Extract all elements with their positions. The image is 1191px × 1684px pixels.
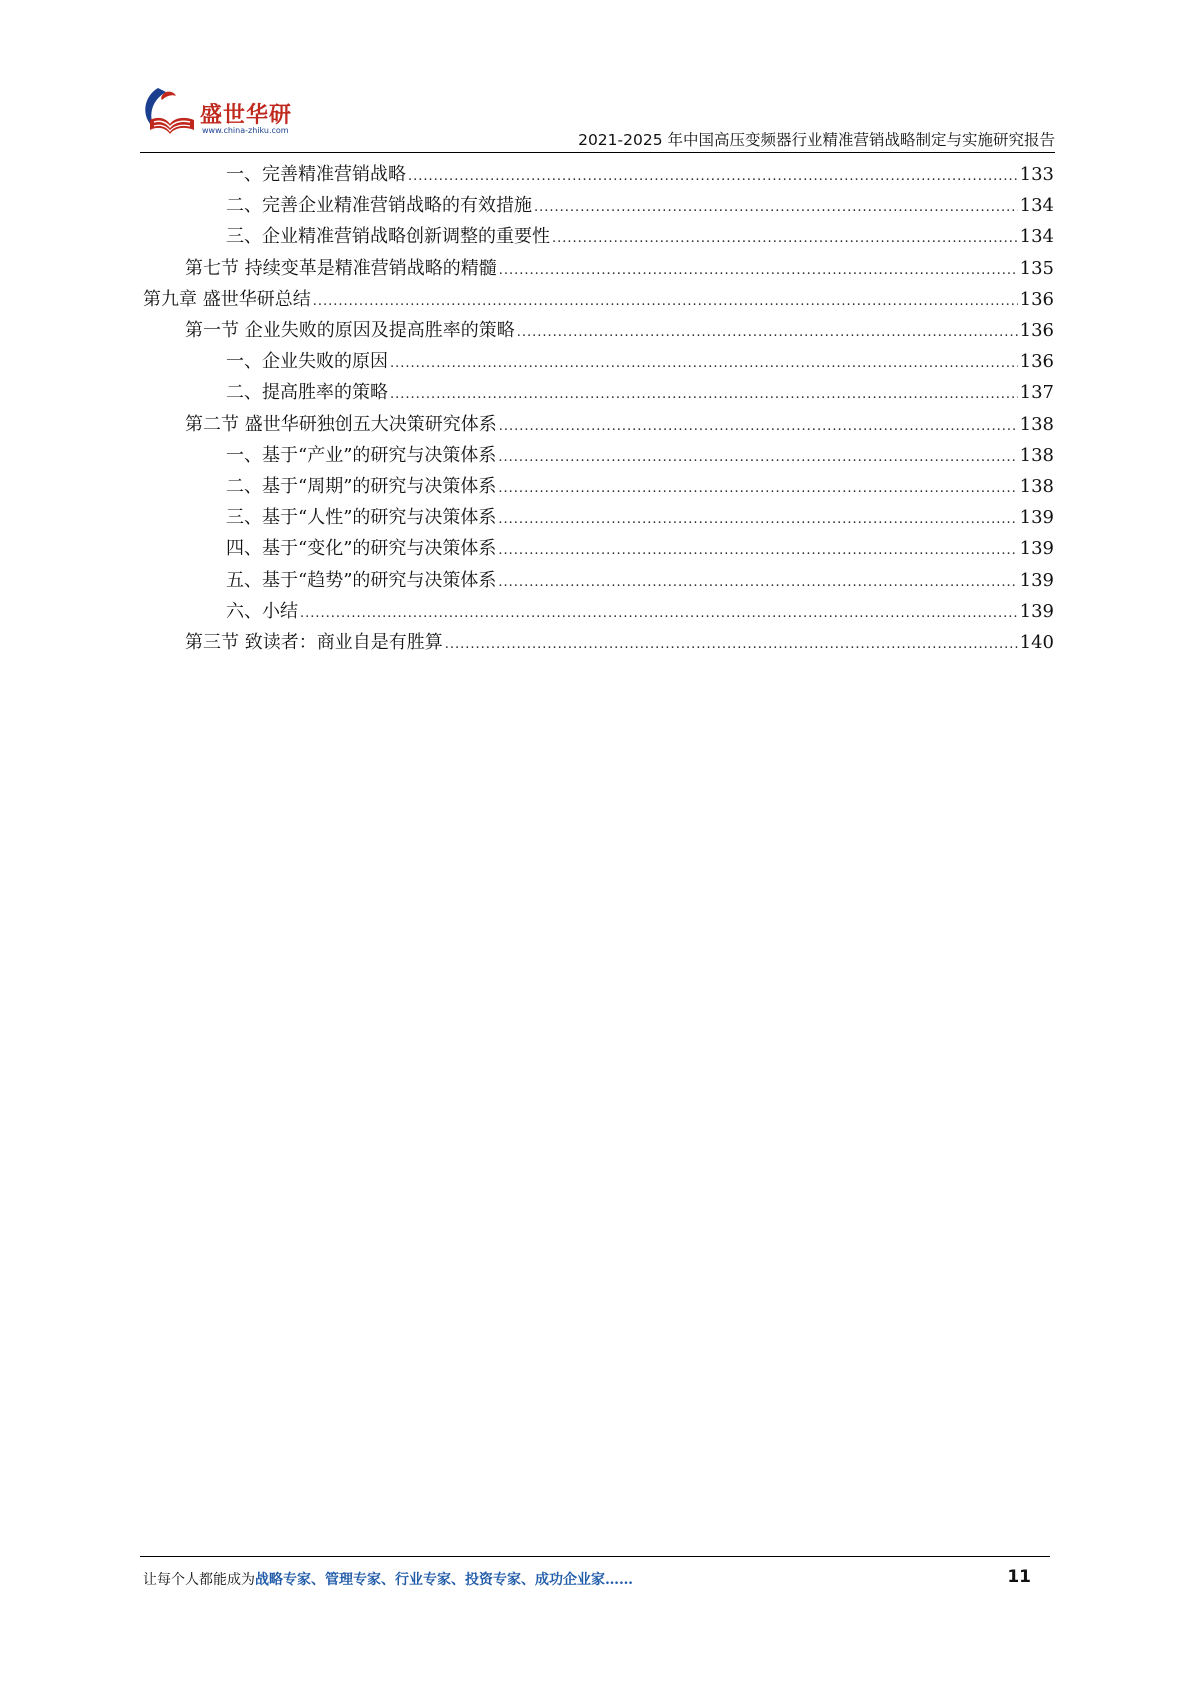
toc-entry-label: 二、提高胜率的策略 — [226, 382, 388, 404]
toc-dot-leader — [313, 289, 1018, 315]
toc-entry-label: 三、基于“人性”的研究与决策体系 — [226, 507, 497, 529]
toc-entry-label: 二、完善企业精准营销战略的有效措施 — [226, 195, 532, 217]
toc-entry-label: 第七节 持续变革是精准营销战略的精髓 — [185, 257, 497, 279]
toc-entry[interactable] — [226, 534, 1054, 564]
toc-entry-page-number: 136 — [1019, 351, 1054, 373]
toc-dot-leader — [517, 320, 1018, 346]
toc-dot-leader — [499, 258, 1018, 284]
toc-entry-label: 五、基于“趋势”的研究与决策体系 — [226, 569, 497, 591]
toc-dot-leader — [408, 164, 1018, 190]
toc-dot-leader — [534, 195, 1018, 221]
toc-entry[interactable] — [185, 316, 1054, 346]
logo-url-text: www.china-zhiku.com — [202, 126, 289, 135]
toc-entry-page-number: 133 — [1019, 164, 1054, 185]
toc-entry-page-number: 139 — [1019, 600, 1054, 622]
company-logo — [140, 82, 320, 142]
toc-entry[interactable] — [226, 378, 1054, 408]
toc-dot-leader — [390, 382, 1018, 408]
toc-entry-page-number: 134 — [1019, 226, 1054, 248]
book-swoosh-logo-icon — [140, 82, 200, 142]
logo-brand-name: 盛世华研 — [200, 103, 293, 128]
toc-entry-label: 一、企业失败的原因 — [226, 351, 388, 373]
toc-entry-label: 二、基于“周期”的研究与决策体系 — [226, 476, 497, 497]
toc-entry-page-number: 135 — [1019, 257, 1054, 279]
toc-entry[interactable] — [143, 285, 1054, 315]
toc-dot-leader — [552, 226, 1018, 252]
toc-dot-leader — [300, 601, 1018, 627]
toc-entry-label: 第二节 盛世华研独创五大决策研究体系 — [185, 413, 497, 435]
report-title: 2021-2025 年中国高压变频器行业精准营销战略制定与实施研究报告 — [578, 131, 1055, 149]
toc-entry[interactable] — [226, 160, 1054, 190]
toc-entry-page-number: 137 — [1019, 382, 1054, 404]
toc-entry-page-number: 139 — [1019, 507, 1054, 529]
toc-entry[interactable] — [226, 222, 1054, 252]
toc-entry[interactable] — [226, 191, 1054, 221]
toc-entry-label: 第三节 致读者：商业自是有胜算 — [185, 632, 443, 653]
toc-entry-page-number: 138 — [1019, 444, 1054, 466]
page-number: 11 — [1007, 1567, 1031, 1587]
toc-entry-label: 四、基于“变化”的研究与决策体系 — [226, 538, 497, 560]
toc-entry-page-number: 138 — [1019, 413, 1054, 435]
footer-slogan-prefix: 让每个人都能成为 — [143, 1572, 255, 1588]
header-divider — [140, 152, 1055, 153]
toc-dot-leader — [499, 414, 1018, 440]
toc-entry[interactable] — [185, 628, 1054, 658]
toc-dot-leader — [445, 632, 1018, 658]
toc-dot-leader — [498, 507, 1017, 533]
toc-entry-label: 六、小结 — [226, 600, 298, 622]
toc-entry[interactable] — [226, 472, 1054, 502]
footer-slogan-roles: 战略专家、管理专家、行业专家、投资专家、成功企业家…… — [255, 1572, 633, 1588]
toc-dot-leader — [498, 538, 1017, 564]
toc-entry-label: 三、企业精准营销战略创新调整的重要性 — [226, 226, 550, 248]
toc-entry[interactable] — [226, 347, 1054, 377]
toc-dot-leader — [498, 570, 1017, 596]
toc-entry-page-number: 136 — [1019, 320, 1054, 341]
page-header — [140, 78, 1055, 148]
toc-entry[interactable] — [185, 410, 1054, 440]
toc-entry-page-number: 140 — [1019, 632, 1054, 653]
toc-entry[interactable] — [226, 441, 1054, 471]
toc-entry-page-number: 139 — [1019, 538, 1054, 560]
toc-entry-page-number: 138 — [1019, 476, 1054, 497]
toc-entry-label: 一、完善精准营销战略 — [226, 164, 406, 185]
toc-entry-label: 第九章 盛世华研总结 — [143, 288, 311, 310]
toc-entry-label: 第一节 企业失败的原因及提高胜率的策略 — [185, 320, 515, 341]
footer-divider — [140, 1556, 1050, 1557]
toc-dot-leader — [498, 445, 1017, 471]
toc-entry-page-number: 136 — [1019, 288, 1054, 310]
toc-entry[interactable] — [226, 597, 1054, 627]
toc-dot-leader — [390, 351, 1018, 377]
toc-entry-page-number: 134 — [1019, 195, 1054, 217]
toc-entry-page-number: 139 — [1019, 569, 1054, 591]
toc-entry[interactable] — [185, 254, 1054, 284]
page-footer — [143, 1569, 1043, 1595]
toc-entry-label: 一、基于“产业”的研究与决策体系 — [226, 444, 497, 466]
toc-dot-leader — [498, 476, 1017, 502]
toc-entry[interactable] — [226, 566, 1054, 596]
toc-entry[interactable] — [226, 503, 1054, 533]
